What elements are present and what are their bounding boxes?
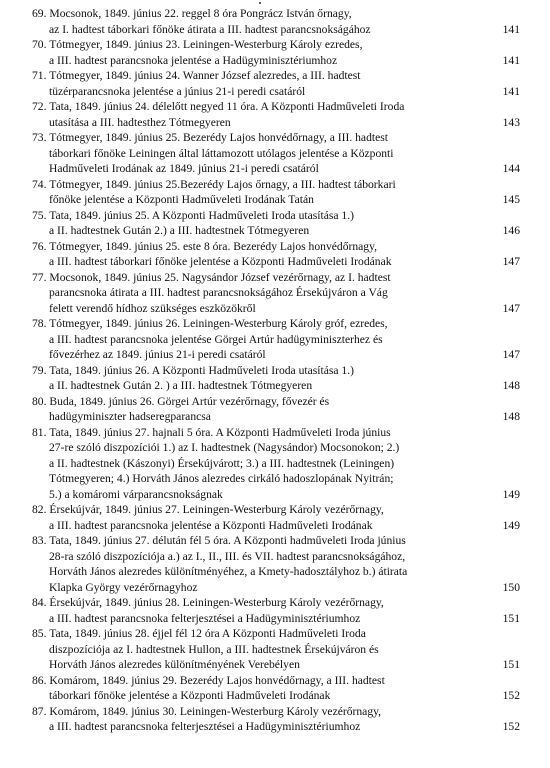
table-of-contents	[32, 6, 520, 735]
toc-entry-line	[32, 580, 488, 596]
toc-entry-line	[32, 487, 488, 503]
toc-entry-text: Tótmegyeren; 4.) Horváth János alezredes cirkáló hadoszlopának Nyitrán;	[49, 472, 394, 485]
toc-entry-text: Tata, 1849. június 25. A Központi Hadműveleti Iroda utasítása 1.)	[49, 208, 354, 222]
toc-entry-number: 78.	[32, 317, 47, 330]
toc-entry-text: Tótmegyer, 1849. június 26. Leiningen-Westerburg Károly gróf, ezredes,	[49, 317, 388, 330]
toc-entry-line	[32, 456, 488, 472]
toc-entry-number: 87.	[32, 704, 47, 718]
toc-entry-number: 69.	[32, 7, 47, 20]
toc-entry-line	[32, 673, 488, 689]
toc-entry-line	[32, 595, 488, 611]
toc-entry-line	[32, 254, 488, 270]
toc-entry-text: tüzérparancsnoka jelentése a június 21-i peredi csatáról	[49, 84, 306, 98]
toc-entry-line	[32, 37, 488, 53]
toc-entry-number: 74.	[32, 177, 47, 191]
toc-entry-line	[32, 208, 488, 224]
toc-entry	[32, 626, 520, 673]
toc-entry-page-number: 152	[502, 720, 520, 733]
toc-entry-line	[32, 130, 488, 146]
toc-entry	[32, 673, 520, 704]
toc-entry-text: a III. hadtest táborkari főnöke jelentése a Központi Hadműveleti Irodának	[49, 255, 392, 268]
toc-entry-number: 72.	[32, 100, 47, 113]
toc-entry-text: táborkari főnöke Leiningen által láttamozott utólagos jelentése a Központi	[49, 146, 394, 160]
toc-entry-line	[32, 146, 488, 162]
toc-entry-text: Hadműveleti Irodának az 1849. június 21-i peredi csatáról	[49, 162, 319, 175]
toc-entry-page-number: 151	[502, 611, 520, 625]
toc-entry-line	[32, 564, 488, 580]
toc-entry	[32, 208, 520, 239]
toc-entry-text: táborkari főnöke jelentése a Központi Hadműveleti Irodának	[49, 689, 331, 702]
toc-entry-page-number: 150	[502, 580, 520, 594]
toc-entry-page-number: 147	[502, 255, 520, 268]
toc-entry-page-number: 147	[502, 348, 520, 361]
toc-entry-page-number: 147	[502, 301, 520, 315]
toc-entry-page-number: 145	[502, 193, 520, 206]
toc-entry-number: 80.	[32, 394, 47, 408]
toc-entry-text: Mocsonok, 1849. június 25. Nagysándor József vezérőrnagy, az I. hadtest	[49, 270, 391, 284]
toc-entry-number: 77.	[32, 270, 47, 284]
toc-entry-text: a II. hadtestnek Gután 2. ) a III. hadtestnek Tótmegyeren	[49, 379, 313, 392]
toc-entry-line	[32, 533, 488, 549]
toc-entry-page-number: 143	[502, 115, 520, 129]
toc-entry-number: 76.	[32, 239, 47, 253]
toc-entry-line	[32, 270, 488, 286]
toc-entry-line	[32, 704, 488, 720]
toc-entry-text: Tótmegyer, 1849. június 24. Wanner József alezredes, a III. hadtest	[49, 69, 361, 82]
toc-entry-text: Tata, 1849. június 24. délelőtt negyed 11 óra. A Központi Hadműveleti Iroda	[49, 100, 405, 113]
toc-entry-text: Tata, 1849. június 27. hajnali 5 óra. A Központi Hadműveleti Iroda június	[49, 425, 391, 439]
toc-entry-line	[32, 378, 488, 394]
toc-entry-number: 86.	[32, 673, 47, 687]
toc-entry-line	[32, 347, 488, 363]
toc-entry-page-number: 152	[502, 689, 520, 702]
toc-entry-page-number: 148	[502, 410, 520, 423]
toc-entry-line	[32, 518, 488, 534]
toc-entry-page-number: 146	[502, 224, 520, 237]
toc-entry	[32, 270, 520, 317]
toc-entry-text: a III. hadtest parancsnoka jelentése a Hadügyminisztériumhoz	[49, 53, 338, 67]
toc-entry-number: 81.	[32, 425, 47, 439]
toc-entry-page-number: 141	[502, 84, 520, 98]
toc-entry-text: utasítása a III. hadtesthez Tótmegyeren	[49, 115, 231, 129]
toc-entry	[32, 239, 520, 270]
toc-entry	[32, 533, 520, 595]
toc-entry-text: hadügyminiszter hadseregparancsa	[49, 410, 211, 423]
toc-entry-line	[32, 285, 488, 301]
toc-entry-text: diszpozíciója az I. hadtestnek Hullon, a III. hadtestnek Érsekújváron és	[49, 642, 379, 656]
toc-entry	[32, 177, 520, 208]
toc-entry-line	[32, 394, 488, 410]
toc-entry-line	[32, 425, 488, 441]
toc-entry-text: Tótmegyer, 1849. június 25. este 8 óra. Bezerédy Lajos honvédőrnagy,	[49, 239, 378, 253]
toc-entry	[32, 502, 520, 533]
toc-entry-line	[32, 161, 488, 177]
toc-entry-text: Tata, 1849. június 28. éjjel fél 12 óra A Központi Hadműveleti Iroda	[49, 627, 366, 640]
toc-entry-number: 82.	[32, 503, 47, 516]
toc-entry-line	[32, 549, 488, 565]
toc-entry-text: Érsekújvár, 1849. június 27. Leiningen-Westerburg Károly vezérőrnagy,	[49, 503, 384, 516]
toc-entry-line	[32, 192, 488, 208]
toc-entry-page-number: 149	[502, 487, 520, 501]
toc-entry-number: 85.	[32, 627, 47, 640]
toc-entry-text: a II. hadtestnek (Kászonyi) Érsekújvárott; 3.) a III. hadtestnek (Leiningen)	[49, 456, 395, 470]
toc-entry-line	[32, 502, 488, 518]
toc-entry-page-number: 141	[502, 53, 520, 67]
toc-entry-text: Komárom, 1849. június 30. Leiningen-Westerburg Károly vezérőrnagy,	[49, 704, 382, 718]
toc-entry-line	[32, 719, 488, 735]
toc-entry	[32, 425, 520, 503]
toc-entry-number: 75.	[32, 208, 47, 222]
toc-entry	[32, 99, 520, 130]
toc-entry-line	[32, 177, 488, 193]
toc-entry-line	[32, 301, 488, 317]
toc-entry-line	[32, 440, 488, 456]
toc-entry-number: 79.	[32, 363, 47, 377]
toc-entry-line	[32, 22, 488, 38]
toc-entry-line	[32, 84, 488, 100]
toc-entry-page-number: 151	[502, 658, 520, 671]
toc-entry-text: a III. hadtest parancsnoka jelentése a Központi Hadműveleti Irodának	[49, 518, 373, 532]
toc-entry-line	[32, 611, 488, 627]
toc-entry-text: fővezérhez az 1849. június 21-i peredi csatáról	[49, 348, 266, 361]
toc-entry-text: a III. hadtest parancsnoka felterjesztései a Hadügyminisztériumhoz	[49, 720, 361, 733]
toc-entry-text: főnöke jelentése a Központi Hadműveleti Irodának Tatán	[49, 193, 314, 206]
toc-entry-line	[32, 239, 488, 255]
toc-entry-text: Horváth János alezredes különítményének Verebélyen	[49, 658, 300, 671]
scan-dot-mark	[259, 2, 261, 4]
toc-entry-text: 27-re szóló diszpozíciói 1.) az I. hadtestnek (Nagysándor) Mocsonokon; 2.)	[49, 441, 400, 454]
toc-entry-line	[32, 363, 488, 379]
toc-entry-text: Tótmegyer, 1849. június 23. Leiningen-Westerburg Károly ezredes,	[49, 38, 363, 51]
toc-entry-text: a II. hadtestnek Gután 2.) a III. hadtestnek Tótmegyeren	[49, 224, 310, 237]
toc-entry-line	[32, 68, 488, 84]
toc-entry-number: 70.	[32, 38, 47, 51]
toc-entry-line	[32, 53, 488, 69]
toc-entry	[32, 595, 520, 626]
toc-entry	[32, 394, 520, 425]
toc-entry-line	[32, 115, 488, 131]
toc-entry-text: a III. hadtest parancsnoka jelentése Görgei Artúr hadügyminiszterhez és	[49, 332, 383, 346]
toc-entry-page-number: 141	[502, 22, 520, 36]
toc-entry-text: Tótmegyer, 1849. június 25. Bezerédy Lajos honvédőrnagy, a III. hadtest	[49, 131, 388, 144]
toc-entry-text: Buda, 1849. június 26. Görgei Artúr vezérőrnagy, fővezér és	[49, 394, 330, 408]
toc-entry-text: 5.) a komáromi várparancsnokságnak	[49, 487, 223, 501]
toc-entry	[32, 704, 520, 735]
toc-entry-page-number: 149	[502, 518, 520, 532]
toc-entry-line	[32, 626, 488, 642]
toc-entry-text: Tótmegyer, 1849. június 25.Bezerédy Lajos őrnagy, a III. hadtest táborkari	[49, 177, 396, 191]
toc-entry-text: Érsekújvár, 1849. június 28. Leiningen-Westerburg Károly vezérőrnagy,	[49, 596, 384, 609]
toc-entry	[32, 6, 520, 37]
toc-entry	[32, 68, 520, 99]
toc-entry-line	[32, 409, 488, 425]
toc-entry-line	[32, 332, 488, 348]
toc-entry-number: 84.	[32, 596, 47, 609]
toc-entry-text: parancsnoka átirata a III. hadtest parancsnokságához Érsekújváron a Vág	[49, 286, 388, 299]
toc-entry-line	[32, 316, 488, 332]
toc-entry-line	[32, 642, 488, 658]
toc-entry-line	[32, 99, 488, 115]
toc-entry-line	[32, 657, 488, 673]
toc-entry-line	[32, 471, 488, 487]
toc-entry-number: 71.	[32, 69, 47, 82]
toc-entry-page-number: 148	[502, 379, 520, 392]
toc-entry-text: 28-ra szóló diszpozíciója a.) az I., II., III. és VII. hadtest parancsnokságához,	[49, 549, 406, 563]
toc-entry-text: Mocsonok, 1849. június 22. reggel 8 óra Pongrácz István őrnagy,	[49, 7, 352, 20]
toc-entry	[32, 316, 520, 363]
toc-entry-page-number: 144	[502, 162, 520, 175]
toc-entry	[32, 37, 520, 68]
toc-entry-text: felett verendő hídhoz szükséges eszközökről	[49, 301, 256, 315]
toc-entry	[32, 130, 520, 177]
toc-entry-text: Tata, 1849. június 27. délután fél 5 óra. A Központi hadműveleti Iroda június	[49, 534, 406, 547]
toc-entry-text: Klapka György vezérőrnagyhoz	[49, 580, 198, 594]
toc-entry-line	[32, 223, 488, 239]
toc-entry-text: Horváth János alezredes különítményéhez, a Kmety-hadosztályhoz b.) átirata	[49, 565, 408, 578]
toc-entry-text: Komárom, 1849. június 29. Bezerédy Lajos honvédőrnagy, a III. hadtest	[49, 673, 385, 687]
toc-entry-text: a III. hadtest parancsnoka felterjesztései a Hadügyminisztériumhoz	[49, 611, 361, 625]
toc-entry-text: Tata, 1849. június 26. A Központi Hadműveleti Iroda utasítása 1.)	[49, 363, 354, 377]
toc-entry-number: 73.	[32, 131, 47, 144]
toc-entry-text: az I. hadtest táborkari főnöke átirata a III. hadtest parancsnokságához	[49, 22, 371, 36]
toc-entry-line	[32, 6, 488, 22]
toc-entry	[32, 363, 520, 394]
toc-entry-line	[32, 688, 488, 704]
toc-entry-number: 83.	[32, 534, 47, 547]
